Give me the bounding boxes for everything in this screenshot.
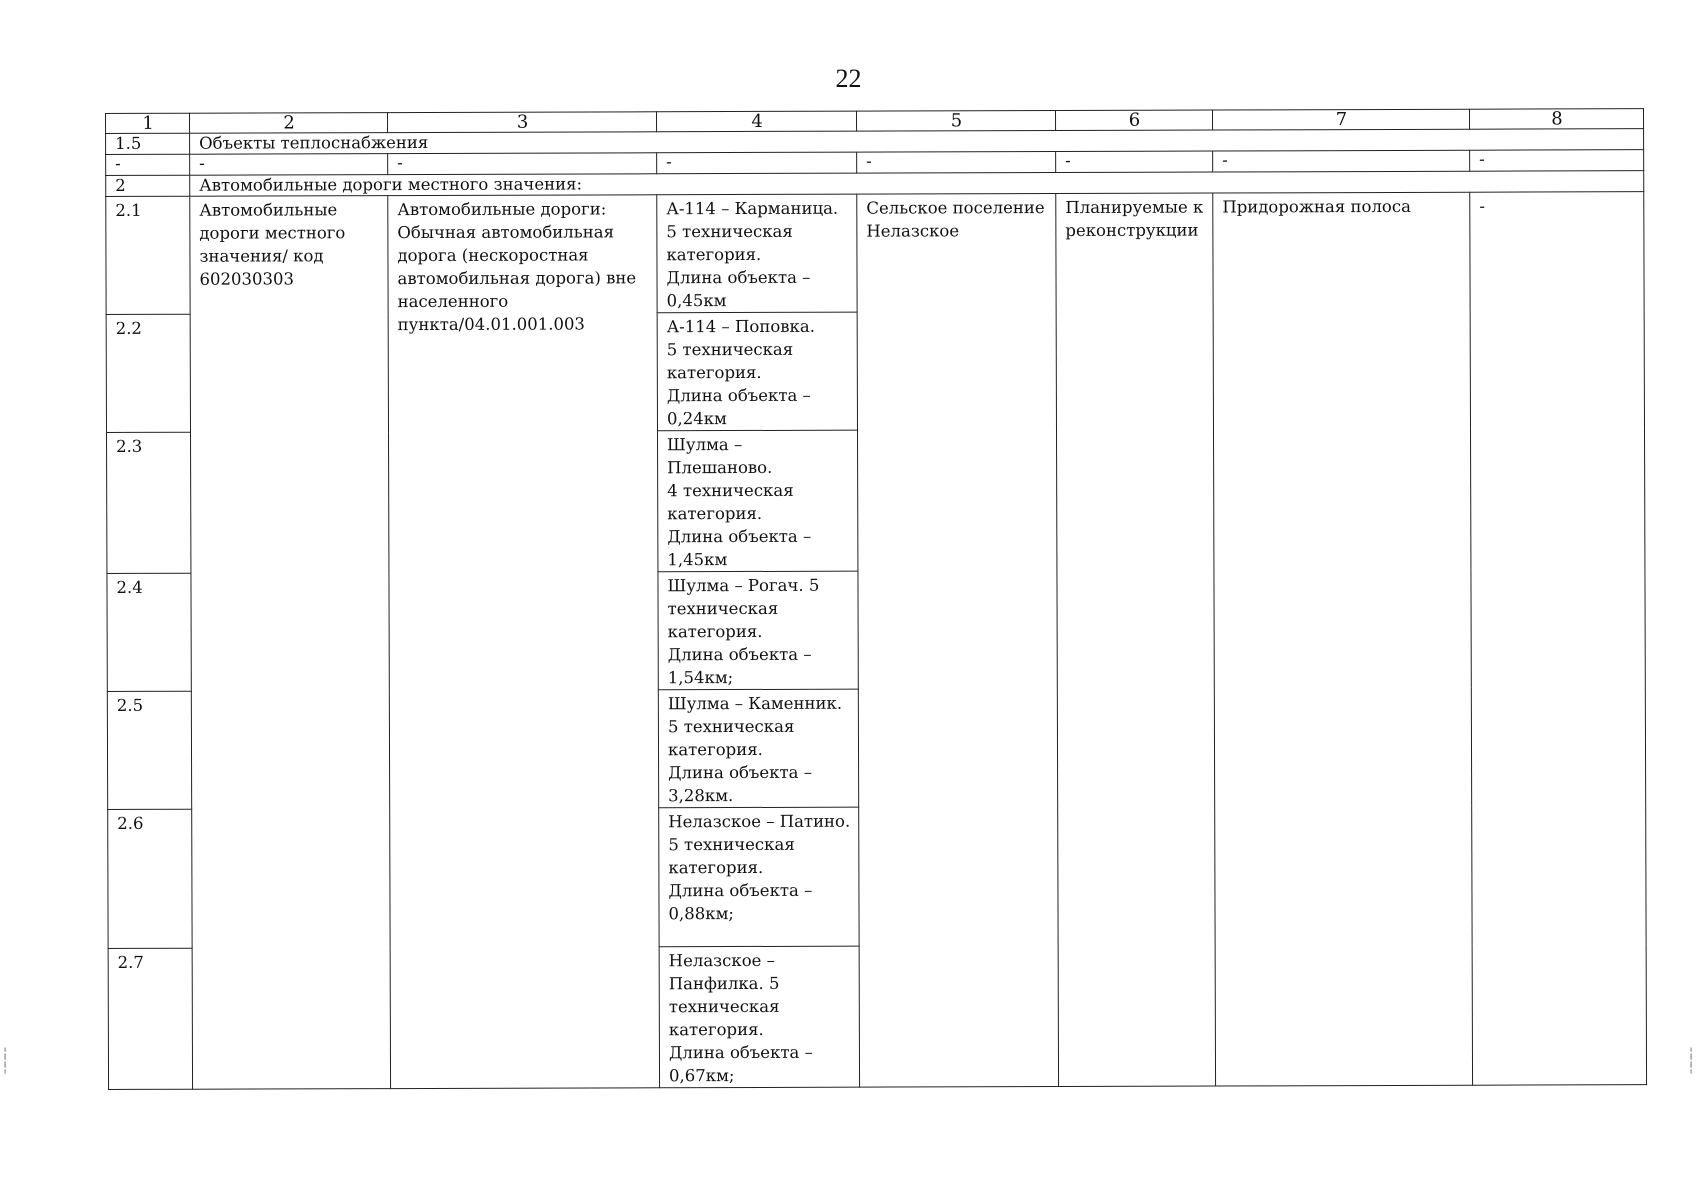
road-description-cell: Шулма – Каменник. 5 техническая категория. Длина объекта – 3,28км. (658, 689, 858, 808)
row-number: 2.3 (107, 432, 191, 573)
scan-edge-mark-right: ╎ ╎ ╎ (1688, 1048, 1695, 1075)
header-cell: 1 (106, 113, 190, 133)
note-cell: - (1470, 192, 1647, 1086)
row-number: 2.5 (107, 691, 191, 809)
dash-cell: - (1056, 151, 1213, 172)
section-number: 2 (106, 175, 190, 196)
section-title: Объекты теплоснабжения (190, 129, 1644, 155)
dash-cell: - (190, 154, 388, 176)
dash-cell: - (1213, 150, 1470, 172)
row-number: 2.6 (108, 809, 192, 948)
scan-edge-mark-left: ╎ ╎ ╎ (2, 1048, 9, 1075)
road-description-cell: А-114 – Поповка. 5 техническая категория. Длина объекта – 0,24км (657, 312, 857, 431)
status-cell: Планируемые к реконструкции (1056, 193, 1216, 1086)
row-number: 2.7 (108, 948, 192, 1089)
dash-cell: - (1470, 150, 1644, 172)
dash-cell: - (857, 152, 1056, 174)
road-description-cell: Нелазское – Патино. 5 техническая категория. Длина объекта – 0,88км; (659, 807, 859, 947)
road-description-cell: Шулма – Плешаново. 4 техническая категория. Длина объекта – 1,45км (658, 430, 858, 572)
table-row (106, 192, 1644, 315)
dash-cell: - (106, 154, 190, 175)
section-number: 1.5 (106, 133, 190, 154)
row-number: 2.1 (106, 196, 190, 314)
header-cell: 4 (656, 111, 856, 132)
object-type-cell: Автомобильные дороги местного значения/ код 602030303 (190, 196, 391, 1090)
dash-cell: - (657, 152, 857, 174)
location-cell: Сельское поселение Нелазское (857, 194, 1059, 1088)
road-description-cell: А-114 – Карманица. 5 техническая категория. Длина объекта – 0,45км (657, 194, 857, 313)
dash-cell: - (388, 153, 657, 175)
object-kind-cell: Автомобильные дороги: Обычная автомобильная дорога (нескоростная автомобильная дорога) вне населенного пункта/04.01.001.003 (388, 195, 660, 1089)
row-number: 2.4 (107, 573, 191, 691)
header-cell: 6 (1055, 110, 1212, 130)
section-title: Автомобильные дороги местного значения: (190, 171, 1644, 197)
header-cell: 5 (856, 111, 1055, 132)
header-cell: 8 (1469, 109, 1643, 130)
header-cell: 3 (388, 112, 657, 133)
territory-objects-table (105, 108, 1647, 1090)
road-description-cell: Нелазское – Панфилка. 5 техническая категория. Длина объекта – 0,67км; (659, 946, 859, 1088)
header-cell: 2 (190, 113, 388, 134)
header-cell: 7 (1212, 109, 1469, 130)
page-number: 22 (835, 64, 862, 93)
road-description-cell: Шулма – Рогач. 5 техническая категория. Длина объекта – 1,54км; (658, 571, 858, 690)
zone-cell: Придорожная полоса (1213, 192, 1473, 1086)
row-number: 2.2 (106, 314, 190, 432)
